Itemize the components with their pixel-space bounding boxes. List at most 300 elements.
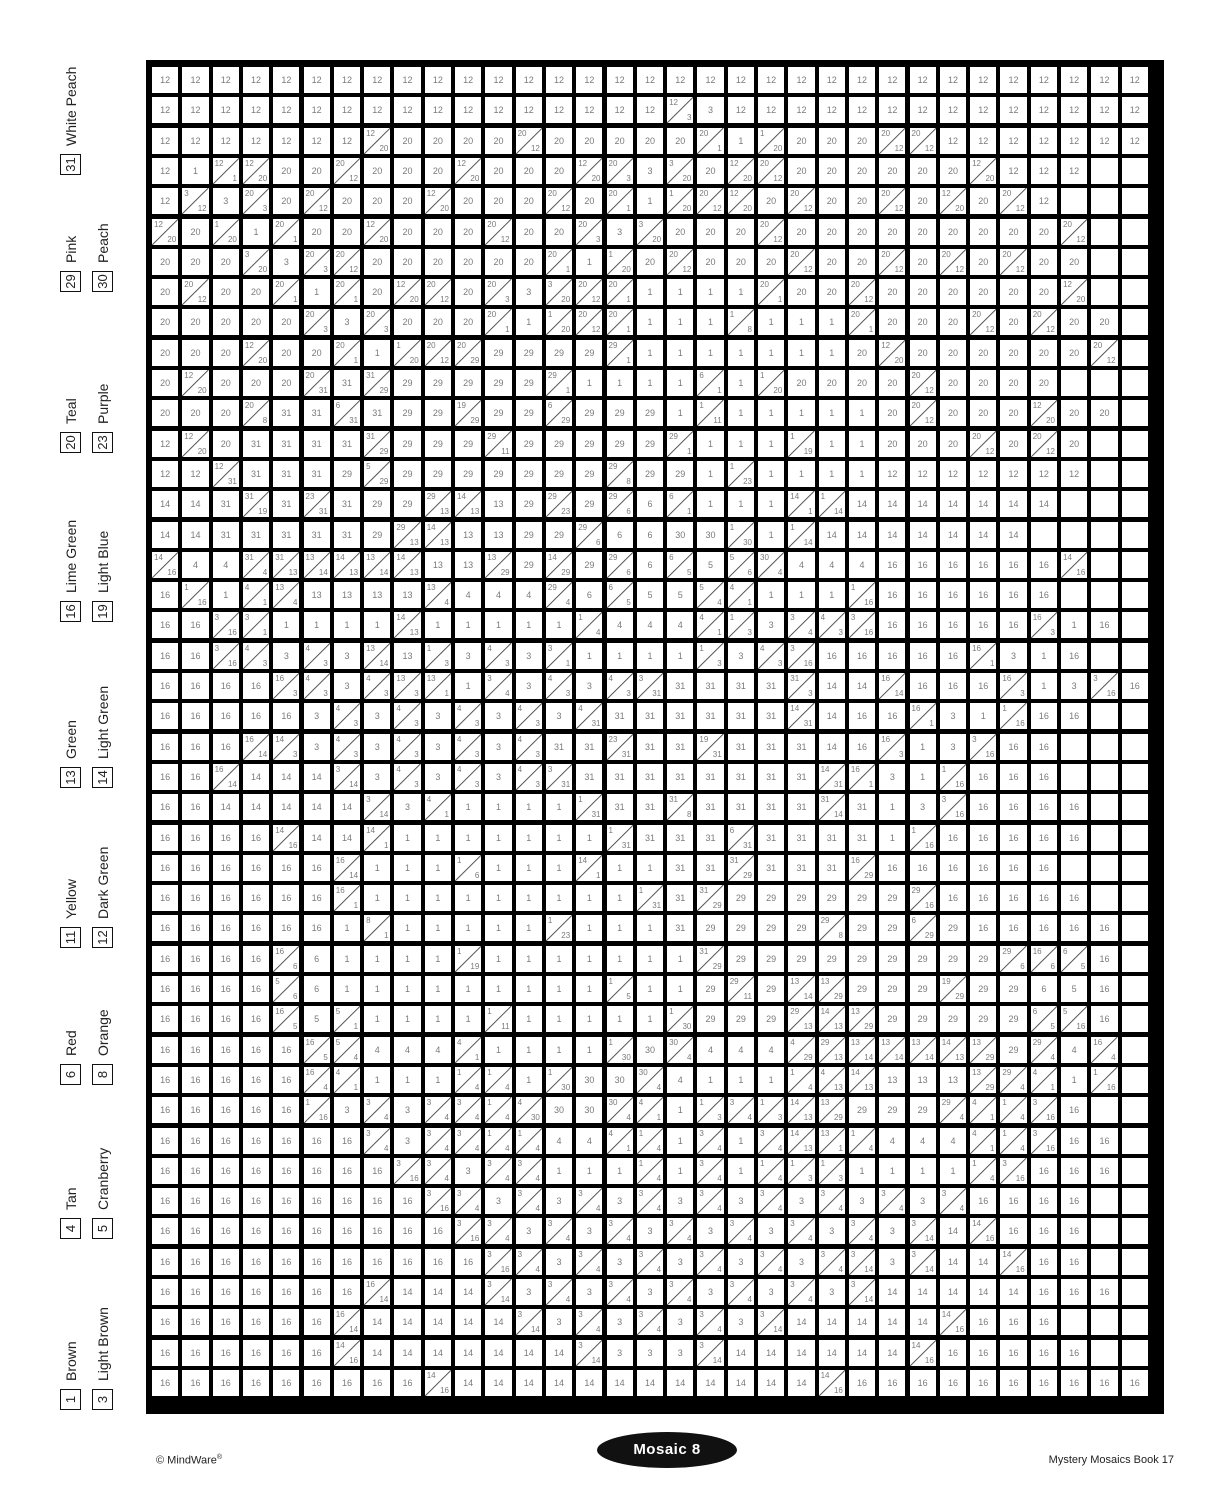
grid-cell: 12 <box>637 67 663 93</box>
grid-cell: 20 <box>940 279 966 305</box>
grid-cell: 12 20 <box>1032 401 1055 426</box>
grid-cell: 12 <box>152 431 178 457</box>
grid-cell: 16 <box>1031 825 1057 851</box>
grid-cell: 31 <box>334 431 360 457</box>
grid-cell: 4 <box>455 582 481 608</box>
grid-cell: 16 <box>243 885 269 911</box>
grid-cell: 3 4 <box>820 1189 843 1214</box>
grid-cell: 16 <box>970 552 996 578</box>
grid-cell: 20 12 <box>1032 310 1055 335</box>
grid-cell: 5 <box>637 582 663 608</box>
grid-cell: 20 12 <box>972 431 995 456</box>
grid-cell: 16 <box>1031 885 1057 911</box>
grid-cell: 14 <box>516 1370 542 1396</box>
grid-cell: 1 <box>516 309 542 335</box>
grid-cell: 1 <box>425 915 451 941</box>
grid-cell: 3 16 <box>790 643 813 668</box>
legend-number: 30 <box>92 271 113 292</box>
legend-item-green <box>60 720 81 788</box>
grid-cell: 1 <box>667 370 693 396</box>
grid-cell: 3 <box>394 1128 420 1154</box>
grid-cell: 16 <box>1031 734 1057 760</box>
grid-cell: 3 4 <box>608 1280 631 1305</box>
grid-cell: 20 <box>364 188 390 214</box>
grid-cell: 29 <box>940 946 966 972</box>
grid-cell: 4 <box>728 1037 754 1063</box>
grid-cell: 19 29 <box>941 977 965 1002</box>
grid-cell: 4 3 <box>487 643 510 668</box>
grid-cell: 3 16 <box>426 1189 449 1214</box>
grid-cell: 14 <box>304 794 330 820</box>
grid-cell: 1 4 <box>850 1128 874 1153</box>
grid-cell: 29 6 <box>608 492 631 517</box>
grid-cell: 3 <box>516 279 542 305</box>
grid-cell: 5 <box>697 552 723 578</box>
grid-cell: 16 4 <box>305 1067 328 1092</box>
grid-cell: 16 3 <box>881 734 904 759</box>
grid-cell: 20 <box>213 279 239 305</box>
grid-cell: 16 <box>213 1309 239 1335</box>
grid-cell: 12 20 <box>1063 280 1086 305</box>
grid-cell: 31 3 <box>790 674 813 699</box>
grid-cell: 12 <box>1000 97 1026 123</box>
grid-cell: 3 4 <box>729 1098 752 1123</box>
grid-cell: 4 3 <box>517 704 540 729</box>
grid-cell: 31 <box>667 825 693 851</box>
grid-cell: 3 14 <box>760 1310 783 1335</box>
grid-cell: 14 <box>1031 491 1057 517</box>
grid-cell: 31 <box>667 855 693 881</box>
legend-label: Light Green <box>94 685 111 759</box>
grid-cell: 3 <box>485 1188 511 1214</box>
legend-item-purple <box>92 384 113 453</box>
grid-cell: 20 <box>819 128 845 154</box>
grid-cell: 16 <box>1122 1370 1148 1396</box>
grid-cell: 6 <box>304 976 330 1002</box>
grid-cell: 16 <box>879 1370 905 1396</box>
grid-cell: 20 <box>576 128 602 154</box>
grid-cell: 3 16 <box>214 613 237 638</box>
grid-cell: 16 14 <box>881 674 904 699</box>
grid-cell: 31 <box>334 370 360 396</box>
grid-cell: 20 <box>152 340 178 366</box>
grid-cell: 1 16 <box>184 583 207 608</box>
grid-cell: 14 <box>607 1370 633 1396</box>
grid-cell: 1 <box>637 855 663 881</box>
grid-cell: 29 11 <box>729 977 752 1002</box>
grid-cell: 29 <box>879 1097 905 1123</box>
grid-cell: 31 <box>334 522 360 548</box>
legend-label: Dark Green <box>94 846 111 919</box>
grid-cell: 20 <box>425 158 451 184</box>
grid-cell: 20 <box>879 158 905 184</box>
grid-cell: 31 <box>667 703 693 729</box>
grid-cell: 23 31 <box>608 734 631 759</box>
grid-cell: 16 <box>213 855 239 881</box>
grid-cell: 20 <box>152 400 178 426</box>
grid-cell: 1 <box>364 885 390 911</box>
grid-cell: 12 <box>152 461 178 487</box>
grid-cell: 13 1 <box>426 674 449 699</box>
grid-cell: 4 3 <box>396 764 419 789</box>
grid-cell: 1 <box>607 643 633 669</box>
grid-cell: 16 <box>152 582 178 608</box>
grid-cell: 20 <box>1000 219 1026 245</box>
grid-cell: 20 <box>940 340 966 366</box>
grid-cell: 3 <box>637 1218 663 1244</box>
grid-cell: 29 8 <box>608 461 631 486</box>
grid-cell: 20 12 <box>305 189 328 214</box>
grid-cell: 20 <box>910 340 936 366</box>
grid-cell: 31 <box>364 400 390 426</box>
grid-cell: 20 <box>849 128 875 154</box>
grid-cell: 29 <box>879 915 905 941</box>
grid-cell: 16 5 <box>305 1037 328 1062</box>
grid-cell: 20 12 <box>517 128 540 153</box>
grid-cell: 20 <box>243 309 269 335</box>
grid-cell: 3 4 <box>760 1189 783 1214</box>
grid-cell: 3 4 <box>547 1280 571 1305</box>
grid-cell: 1 16 <box>1002 704 1025 729</box>
grid-cell: 20 <box>1031 370 1057 396</box>
grid-cell: 4 3 <box>820 613 843 638</box>
grid-cell: 1 <box>485 825 511 851</box>
grid-cell: 12 <box>485 67 511 93</box>
grid-cell: 16 <box>910 855 936 881</box>
grid-cell: 12 <box>879 461 905 487</box>
grid-cell: 6 <box>304 946 330 972</box>
grid-cell: 29 <box>425 370 451 396</box>
grid-cell: 16 <box>1091 1158 1117 1184</box>
grid-cell: 16 <box>879 703 905 729</box>
grid-cell: 1 <box>546 825 572 851</box>
grid-cell: 14 <box>849 522 875 548</box>
grid-cell: 3 <box>940 734 966 760</box>
grid-cell: 3 <box>516 1218 542 1244</box>
grid-cell: 16 <box>243 855 269 881</box>
grid-cell: 1 30 <box>669 1007 692 1032</box>
grid-cell: 20 3 <box>487 280 510 305</box>
grid-cell: 1 <box>364 946 390 972</box>
grid-cell: 14 <box>940 1249 966 1275</box>
grid-cell: 12 <box>758 97 784 123</box>
grid-cell: 16 3 <box>1002 674 1025 699</box>
grid-cell: 16 <box>243 1128 269 1154</box>
grid-cell: 31 <box>697 794 723 820</box>
grid-cell: 1 <box>788 461 814 487</box>
grid-cell: 14 <box>879 522 905 548</box>
grid-cell: 3 4 <box>487 1219 510 1244</box>
grid-cell: 4 <box>1061 1037 1087 1063</box>
grid-cell: 1 <box>758 309 784 335</box>
grid-cell: 13 14 <box>305 552 328 577</box>
grid-cell: 12 <box>1091 97 1117 123</box>
grid-cell: 20 <box>940 309 966 335</box>
grid-cell: 29 <box>849 885 875 911</box>
grid-cell: 31 <box>758 703 784 729</box>
grid-cell: 20 12 <box>881 249 904 274</box>
grid-cell: 20 8 <box>244 401 268 426</box>
grid-cell: 20 <box>667 219 693 245</box>
grid-cell: 30 <box>546 1097 572 1123</box>
grid-cell: 16 <box>1031 1218 1057 1244</box>
grid-cell: 14 16 <box>335 1340 359 1365</box>
grid-cell: 31 29 <box>366 431 389 456</box>
legend-item-tan <box>60 1187 81 1239</box>
grid-cell: 20 <box>940 158 966 184</box>
grid-cell: 12 20 <box>941 189 965 214</box>
grid-cell: 31 <box>607 794 633 820</box>
grid-cell: 12 <box>273 97 299 123</box>
grid-cell: 12 <box>607 97 633 123</box>
grid-cell: 14 <box>546 1340 572 1366</box>
grid-cell: 14 <box>1000 522 1026 548</box>
grid-cell: 20 <box>425 249 451 275</box>
grid-cell: 16 <box>1031 1279 1057 1305</box>
grid-cell: 1 <box>334 946 360 972</box>
grid-cell: 1 3 <box>790 1158 813 1183</box>
grid-cell: 29 <box>637 431 663 457</box>
grid-cell: 31 19 <box>244 492 268 517</box>
grid-cell: 12 <box>758 67 784 93</box>
grid-cell: 16 <box>1031 1340 1057 1366</box>
grid-cell: 16 <box>213 1037 239 1063</box>
grid-cell: 1 16 <box>850 583 874 608</box>
grid-cell: 6 <box>637 491 663 517</box>
grid-cell: 3 4 <box>638 1249 662 1274</box>
grid-cell: 20 <box>697 158 723 184</box>
grid-cell: 16 <box>970 825 996 851</box>
grid-cell: 4 <box>758 1037 784 1063</box>
grid-cell: 30 4 <box>760 552 783 577</box>
grid-cell: 3 <box>758 1218 784 1244</box>
grid-cell: 20 <box>879 431 905 457</box>
grid-cell: 4 31 <box>578 704 601 729</box>
grid-cell: 16 <box>182 643 208 669</box>
grid-cell: 3 4 <box>578 1249 601 1274</box>
grid-cell: 16 <box>910 643 936 669</box>
grid-cell <box>1091 249 1117 275</box>
grid-cell <box>1122 915 1148 941</box>
grid-cell: 14 <box>334 825 360 851</box>
legend-number: 6 <box>60 1064 81 1085</box>
grid-cell: 1 <box>243 219 269 245</box>
grid-cell: 1 <box>667 340 693 366</box>
grid-cell: 1 <box>637 370 663 396</box>
grid-cell: 31 <box>788 855 814 881</box>
grid-cell: 20 <box>273 188 299 214</box>
grid-cell: 1 <box>546 946 572 972</box>
grid-cell: 12 <box>182 128 208 154</box>
grid-cell: 1 <box>728 1067 754 1093</box>
grid-cell: 14 <box>879 1279 905 1305</box>
grid-cell: 1 3 <box>760 1098 783 1123</box>
grid-cell: 16 <box>304 1158 330 1184</box>
grid-cell: 20 <box>819 370 845 396</box>
grid-cell: 1 20 <box>214 219 237 244</box>
grid-cell: 16 <box>1000 855 1026 881</box>
grid-cell: 1 <box>637 1006 663 1032</box>
grid-cell: 12 <box>516 67 542 93</box>
grid-cell: 29 <box>940 915 966 941</box>
grid-cell: 16 <box>364 1370 390 1396</box>
grid-cell <box>1091 219 1117 245</box>
grid-cell: 14 <box>243 794 269 820</box>
grid-cell: 20 <box>394 158 420 184</box>
grid-cell: 20 <box>273 309 299 335</box>
grid-cell: 16 <box>213 976 239 1002</box>
grid-cell: 20 12 <box>487 219 510 244</box>
grid-cell: 12 20 <box>881 340 904 365</box>
grid-cell <box>1122 1279 1148 1305</box>
grid-cell: 3 16 <box>396 1158 419 1183</box>
grid-cell: 14 <box>910 1279 936 1305</box>
grid-cell: 16 <box>1122 673 1148 699</box>
grid-cell: 31 <box>637 825 663 851</box>
grid-cell: 31 <box>637 734 663 760</box>
grid-cell: 20 12 <box>1032 431 1055 456</box>
grid-cell: 16 <box>1031 582 1057 608</box>
grid-cell: 3 <box>334 1097 360 1123</box>
grid-cell: 14 <box>910 491 936 517</box>
grid-cell: 31 <box>213 522 239 548</box>
grid-cell: 16 <box>1000 915 1026 941</box>
grid-cell: 1 20 <box>608 249 631 274</box>
grid-cell: 3 31 <box>547 764 571 789</box>
grid-cell: 29 <box>394 431 420 457</box>
grid-cell: 12 <box>819 97 845 123</box>
grid-cell: 29 <box>819 885 845 911</box>
grid-cell: 12 <box>213 128 239 154</box>
grid-cell: 16 <box>182 1128 208 1154</box>
grid-cell: 16 <box>152 703 178 729</box>
grid-cell: 16 <box>243 915 269 941</box>
grid-cell: 29 <box>425 400 451 426</box>
grid-cell: 3 <box>607 1249 633 1275</box>
grid-cell: 31 <box>637 703 663 729</box>
grid-cell: 12 <box>182 461 208 487</box>
grid-cell: 20 <box>455 309 481 335</box>
legend-item-light-brown <box>92 1307 113 1410</box>
grid-cell: 20 12 <box>669 249 692 274</box>
grid-cell: 1 <box>667 1128 693 1154</box>
grid-cell: 12 <box>152 67 178 93</box>
grid-cell: 1 <box>546 1006 572 1032</box>
grid-cell: 1 <box>516 976 542 1002</box>
grid-cell: 16 <box>1061 1158 1087 1184</box>
grid-cell: 29 13 <box>820 1037 843 1062</box>
grid-cell: 12 <box>182 97 208 123</box>
grid-cell: 31 <box>758 673 784 699</box>
grid-cell: 16 <box>243 976 269 1002</box>
grid-cell: 30 4 <box>638 1067 662 1092</box>
grid-cell: 20 <box>788 219 814 245</box>
grid-cell: 16 <box>243 1370 269 1396</box>
grid-cell: 29 <box>910 976 936 1002</box>
grid-cell: 16 <box>213 1067 239 1093</box>
grid-cell: 1 <box>182 158 208 184</box>
grid-cell: 1 <box>425 1006 451 1032</box>
grid-cell: 29 6 <box>1002 946 1025 971</box>
grid-cell: 14 <box>516 1340 542 1366</box>
grid-cell: 13 <box>485 522 511 548</box>
grid-cell: 20 1 <box>760 280 783 305</box>
grid-cell: 6 5 <box>1032 1007 1055 1032</box>
grid-cell: 31 <box>607 703 633 729</box>
grid-cell: 20 12 <box>972 310 995 335</box>
grid-cell: 16 <box>970 673 996 699</box>
grid-cell: 14 <box>788 1309 814 1335</box>
grid-cell: 16 <box>273 1067 299 1093</box>
grid-cell: 1 <box>516 1067 542 1093</box>
grid-cell: 3 4 <box>578 1189 601 1214</box>
grid-cell: 16 <box>243 1037 269 1063</box>
grid-cell: 14 <box>970 522 996 548</box>
grid-cell: 1 20 <box>760 371 783 396</box>
grid-cell: 16 <box>273 1097 299 1123</box>
grid-cell: 20 1 <box>547 249 571 274</box>
grid-cell: 6 1 <box>699 371 722 396</box>
grid-cell: 3 4 <box>941 1189 965 1214</box>
grid-cell <box>1122 279 1148 305</box>
grid-cell: 29 <box>546 522 572 548</box>
grid-cell: 1 <box>516 885 542 911</box>
grid-cell: 12 20 <box>366 219 389 244</box>
grid-cell: 5 <box>667 582 693 608</box>
grid-cell: 20 <box>152 249 178 275</box>
grid-cell: 14 <box>819 734 845 760</box>
grid-cell: 3 4 <box>790 1219 813 1244</box>
grid-cell: 12 <box>273 67 299 93</box>
grid-cell: 1 3 <box>699 643 722 668</box>
legend-item-brown <box>60 1341 81 1410</box>
grid-cell <box>1122 1188 1148 1214</box>
grid-cell: 3 4 <box>850 1219 874 1244</box>
grid-cell: 3 <box>697 97 723 123</box>
grid-cell: 13 <box>485 491 511 517</box>
grid-cell: 16 <box>1061 1097 1087 1123</box>
grid-cell: 3 20 <box>669 158 692 183</box>
grid-cell: 16 <box>182 1370 208 1396</box>
grid-cell: 29 <box>940 1006 966 1032</box>
grid-cell: 29 13 <box>426 492 449 517</box>
grid-cell: 1 <box>455 885 481 911</box>
grid-cell: 3 <box>516 673 542 699</box>
grid-cell: 29 <box>910 946 936 972</box>
grid-cell: 3 <box>879 1249 905 1275</box>
grid-cell: 1 <box>576 915 602 941</box>
grid-cell: 1 <box>425 885 451 911</box>
grid-cell: 3 14 <box>578 1340 601 1365</box>
grid-cell: 20 12 <box>426 280 449 305</box>
grid-cell: 20 <box>516 219 542 245</box>
grid-cell <box>1091 522 1117 548</box>
grid-cell: 20 <box>455 249 481 275</box>
grid-cell: 1 <box>485 946 511 972</box>
grid-cell: 29 1 <box>547 371 571 396</box>
grid-cell: 14 <box>364 1340 390 1366</box>
legend-number: 16 <box>60 601 81 622</box>
grid-cell: 20 1 <box>850 310 874 335</box>
grid-cell: 29 <box>485 461 511 487</box>
grid-cell: 16 <box>152 734 178 760</box>
grid-cell: 3 <box>607 1309 633 1335</box>
grid-cell: 3 <box>697 1279 723 1305</box>
grid-cell: 20 <box>546 158 572 184</box>
grid-cell: 20 <box>485 188 511 214</box>
grid-cell: 20 <box>788 128 814 154</box>
legend-number: 3 <box>92 1389 113 1410</box>
